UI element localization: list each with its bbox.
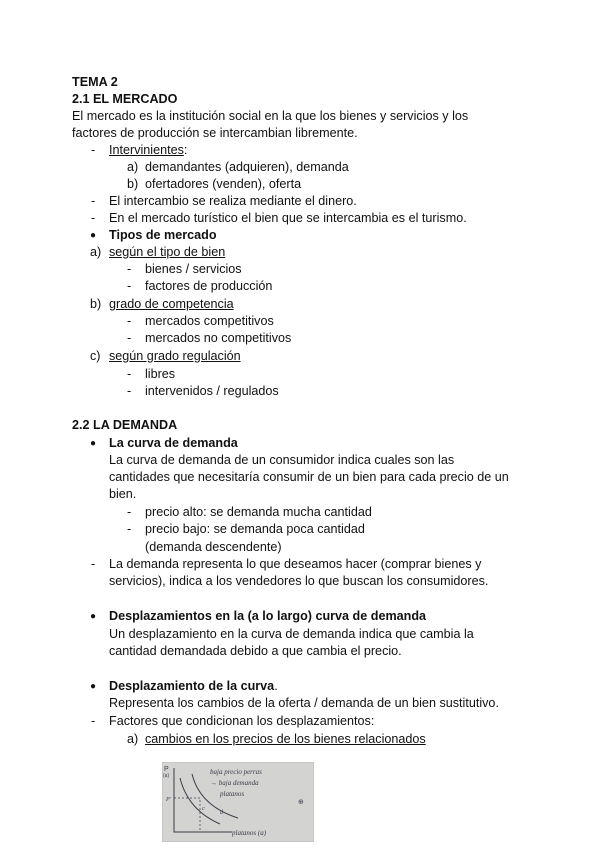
curva-line-2: cantidades que necesitaría consumir de un bien para cada precio de un: [109, 470, 509, 484]
bullet-marker: ●: [90, 681, 97, 692]
handwritten-graph-photo: [162, 762, 314, 842]
demanda-descendente: (demanda descendente): [145, 540, 282, 554]
desplazamientos-line-1: Un desplazamiento en la curva de demanda indica que cambia la: [109, 627, 474, 641]
dash-marker: -: [127, 314, 132, 328]
list-item: libres: [145, 367, 176, 381]
dash-marker: -: [127, 384, 132, 398]
intervinientes-colon: :: [183, 143, 188, 157]
note-line-3: platanos: [220, 790, 245, 798]
dash-marker: -: [127, 505, 132, 519]
list-marker: b): [90, 297, 102, 311]
factores-line: Factores que condicionan los desplazamientos:: [109, 714, 375, 728]
list-marker: b): [127, 177, 139, 191]
list-item: demandantes (adquieren), demanda: [145, 160, 349, 174]
tipos-heading: Tipos de mercado: [109, 228, 217, 242]
dash-marker: -: [91, 194, 96, 208]
turistico-line: En el mercado turístico el bien que se intercambia es el turismo.: [109, 211, 467, 225]
precio-alto: precio alto: se demanda mucha cantidad: [145, 505, 372, 519]
desplazamiento-curva-period: .: [274, 679, 278, 693]
dash-marker: -: [91, 557, 96, 571]
list-marker: a): [127, 732, 139, 746]
axis-x-label: platanos (a): [232, 829, 267, 837]
section-heading-mercado: 2.1 EL MERCADO: [72, 92, 178, 106]
bullet-marker: ●: [90, 230, 97, 241]
list-item: intervenidos / regulados: [145, 384, 279, 398]
tipo-label: según grado regulación: [109, 349, 241, 363]
mercado-intro-line-1: El mercado es la institución social en la que los bienes y servicios y los: [72, 109, 469, 123]
point-d-label: d: [220, 810, 223, 816]
intervinientes-line: [109, 142, 187, 159]
list-item: mercados competitivos: [145, 314, 274, 328]
desplazamientos-line-2: cantidad demandada debido a que cambia el precio.: [109, 644, 402, 658]
desplazamiento-curva-heading: Desplazamiento de la curva: [109, 679, 275, 693]
tipo-label: según el tipo de bien: [109, 245, 226, 259]
dash-marker: -: [91, 143, 96, 157]
section-heading-demanda: 2.2 LA DEMANDA: [72, 418, 178, 432]
factor-a-text: cambios en los precios de los bienes relacionados: [145, 732, 426, 746]
dash-marker: -: [127, 262, 132, 276]
precio-bajo: precio bajo: se demanda poca cantidad: [145, 522, 365, 536]
dash-marker: -: [127, 279, 132, 293]
dash-marker: -: [127, 367, 132, 381]
desplazamientos-heading: Desplazamientos en la (a lo largo) curva de demanda: [109, 609, 427, 623]
dinero-line: El intercambio se realiza mediante el dinero.: [109, 194, 357, 208]
tipo-label: grado de competencia: [109, 297, 234, 311]
list-marker: c): [90, 349, 101, 363]
mercado-intro-line-2: factores de producción se intercambian libremente.: [72, 126, 358, 140]
price-label: P': [166, 797, 171, 803]
note-line-2: → baja demanda: [210, 779, 259, 787]
list-marker: a): [127, 160, 139, 174]
plus-icon: ⊕: [298, 798, 304, 806]
list-item: ofertadores (venden), oferta: [145, 177, 302, 191]
list-item: factores de producción: [145, 279, 273, 293]
curva-line-1: La curva de demanda de un consumidor indica cuales son las: [109, 453, 455, 467]
representa-line-2: servicios), indica a los vendedores lo que buscan los consumidores.: [109, 574, 489, 588]
desplazamiento-curva-desc: Representa los cambios de la oferta / demanda de un bien sustitutivo.: [109, 696, 499, 710]
dash-marker: -: [127, 522, 132, 536]
tema-title: TEMA 2: [72, 75, 118, 89]
list-item: mercados no competitivos: [145, 331, 292, 345]
axis-y-label: P: [164, 766, 169, 773]
list-marker: a): [90, 245, 102, 259]
list-item: bienes / servicios: [145, 262, 242, 276]
dash-marker: -: [91, 211, 96, 225]
curva-line-3: bien.: [109, 487, 137, 501]
bullet-marker: ●: [90, 438, 97, 449]
intervinientes-label: Intervinientes: [109, 143, 184, 157]
bullet-marker: ●: [90, 611, 97, 622]
note-line-1: baja precio perras: [210, 768, 262, 776]
axis-y-sublabel: (a): [163, 773, 170, 779]
curva-heading: La curva de demanda: [109, 436, 238, 450]
desplazamiento-curva-line: [109, 678, 278, 695]
representa-line-1: La demanda representa lo que deseamos hacer (comprar bienes y: [109, 557, 482, 571]
dash-marker: -: [127, 331, 132, 345]
dash-marker: -: [91, 714, 96, 728]
point-c-label: c: [202, 806, 205, 812]
